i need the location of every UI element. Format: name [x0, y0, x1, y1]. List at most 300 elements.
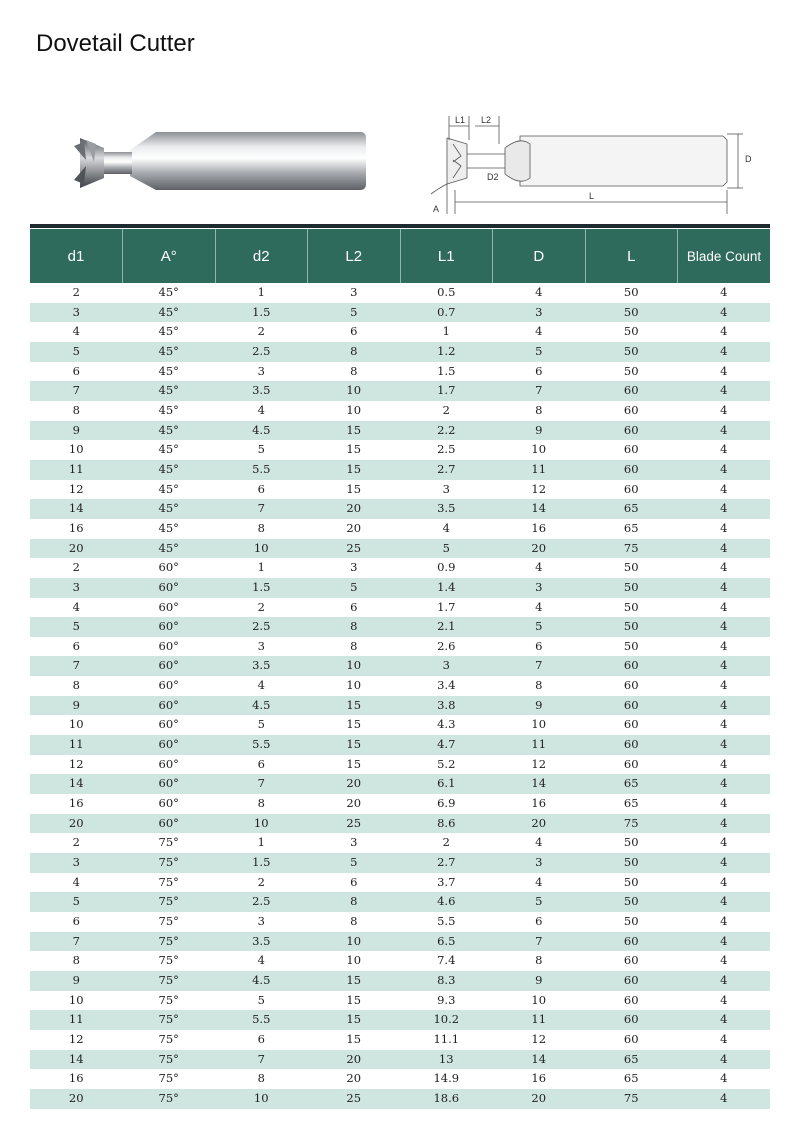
cell-d1: 4: [30, 873, 123, 893]
cell-l: 60: [585, 676, 678, 696]
table-row: [30, 735, 770, 755]
cell-l2: 15: [308, 421, 401, 441]
cell-l: 60: [585, 715, 678, 735]
cell-l2: 8: [308, 637, 401, 657]
cell-blade-count: 4: [678, 1010, 771, 1030]
cell-d1: 14: [30, 774, 123, 794]
cell-l: 65: [585, 519, 678, 539]
cell-blade-count: 4: [678, 637, 771, 657]
cell-l: 50: [585, 558, 678, 578]
cell-d2: 7: [215, 1050, 308, 1070]
cell-blade-count: 4: [678, 715, 771, 735]
cell-angle: 75°: [123, 892, 216, 912]
table-row: [30, 322, 770, 342]
cell-l2: 15: [308, 1010, 401, 1030]
cell-angle: 60°: [123, 598, 216, 618]
cell-d2: 1.5: [215, 303, 308, 323]
cell-l: 60: [585, 401, 678, 421]
cell-d: 20: [493, 539, 586, 559]
cell-l2: 10: [308, 951, 401, 971]
cell-l2: 6: [308, 873, 401, 893]
cell-angle: 45°: [123, 440, 216, 460]
cell-d1: 10: [30, 440, 123, 460]
cell-d2: 8: [215, 794, 308, 814]
table-row: [30, 303, 770, 323]
cell-l: 60: [585, 1030, 678, 1050]
cell-d: 10: [493, 715, 586, 735]
cell-d1: 3: [30, 853, 123, 873]
cell-l1: 2.5: [400, 440, 493, 460]
table-row: [30, 460, 770, 480]
cell-l2: 8: [308, 617, 401, 637]
cell-l: 65: [585, 774, 678, 794]
table-row: [30, 676, 770, 696]
cell-blade-count: 4: [678, 421, 771, 441]
cell-l2: 10: [308, 656, 401, 676]
cell-l: 60: [585, 735, 678, 755]
cell-l2: 3: [308, 833, 401, 853]
cell-angle: 45°: [123, 401, 216, 421]
cell-d: 5: [493, 342, 586, 362]
table-row: [30, 971, 770, 991]
cell-l: 50: [585, 892, 678, 912]
table-row: [30, 755, 770, 775]
cell-l: 60: [585, 1010, 678, 1030]
cell-l: 75: [585, 539, 678, 559]
cell-l1: 2.1: [400, 617, 493, 637]
cell-d: 20: [493, 814, 586, 834]
cell-l: 60: [585, 656, 678, 676]
table-row: [30, 656, 770, 676]
cell-l: 60: [585, 480, 678, 500]
cell-l2: 20: [308, 1069, 401, 1089]
cell-d: 7: [493, 381, 586, 401]
cell-l: 50: [585, 303, 678, 323]
header-rule: [30, 224, 770, 228]
cell-l1: 1.7: [400, 598, 493, 618]
cell-d: 12: [493, 480, 586, 500]
cell-d: 8: [493, 401, 586, 421]
table-row: [30, 480, 770, 500]
cell-d2: 4.5: [215, 421, 308, 441]
cell-d2: 6: [215, 480, 308, 500]
spec-table: [30, 229, 770, 1109]
table-row: [30, 991, 770, 1011]
cell-d: 4: [493, 598, 586, 618]
table-row: [30, 440, 770, 460]
cell-angle: 45°: [123, 322, 216, 342]
cell-l: 60: [585, 381, 678, 401]
cell-d1: 12: [30, 755, 123, 775]
cell-l2: 15: [308, 696, 401, 716]
dim-label-l1: L1: [455, 115, 466, 125]
cell-l: 65: [585, 794, 678, 814]
cell-l2: 20: [308, 774, 401, 794]
cell-l: 75: [585, 814, 678, 834]
cell-l: 60: [585, 755, 678, 775]
cell-d2: 10: [215, 539, 308, 559]
cell-l1: 1.5: [400, 362, 493, 382]
table-row: [30, 932, 770, 952]
cell-d2: 1: [215, 283, 308, 303]
cell-d1: 8: [30, 951, 123, 971]
cell-d1: 4: [30, 598, 123, 618]
cell-d: 16: [493, 794, 586, 814]
cell-blade-count: 4: [678, 322, 771, 342]
cell-d1: 10: [30, 715, 123, 735]
cell-angle: 75°: [123, 1050, 216, 1070]
cell-d1: 6: [30, 362, 123, 382]
cell-blade-count: 4: [678, 774, 771, 794]
cell-angle: 75°: [123, 853, 216, 873]
col-header-d1: d1: [30, 229, 123, 283]
table-row: [30, 381, 770, 401]
cell-l: 60: [585, 460, 678, 480]
col-header-l: L: [585, 229, 678, 283]
cell-d2: 6: [215, 755, 308, 775]
cell-angle: 45°: [123, 381, 216, 401]
cell-d: 9: [493, 971, 586, 991]
cell-blade-count: 4: [678, 1069, 771, 1089]
cutter-photo: [70, 118, 370, 208]
cutter-dimension-drawing: [425, 110, 760, 222]
cell-angle: 45°: [123, 460, 216, 480]
cell-angle: 45°: [123, 303, 216, 323]
cell-l: 50: [585, 362, 678, 382]
table-row: [30, 637, 770, 657]
cell-blade-count: 4: [678, 558, 771, 578]
cell-l1: 1.4: [400, 578, 493, 598]
cell-l1: 3.7: [400, 873, 493, 893]
cell-d: 11: [493, 735, 586, 755]
cell-d1: 4: [30, 322, 123, 342]
cell-d: 4: [493, 322, 586, 342]
cell-d: 14: [493, 1050, 586, 1070]
cell-l: 60: [585, 421, 678, 441]
cell-l: 60: [585, 696, 678, 716]
cell-d1: 5: [30, 617, 123, 637]
cell-blade-count: 4: [678, 578, 771, 598]
cell-d2: 5: [215, 440, 308, 460]
table-row: [30, 617, 770, 637]
cell-l2: 10: [308, 676, 401, 696]
cell-d2: 10: [215, 1089, 308, 1109]
spec-table-body: [30, 283, 770, 1109]
cell-d: 8: [493, 951, 586, 971]
cell-blade-count: 4: [678, 1030, 771, 1050]
cell-d1: 9: [30, 696, 123, 716]
cell-l1: 18.6: [400, 1089, 493, 1109]
table-row: [30, 853, 770, 873]
cell-blade-count: 4: [678, 971, 771, 991]
cell-d2: 1: [215, 833, 308, 853]
cell-l1: 1.2: [400, 342, 493, 362]
cell-blade-count: 4: [678, 401, 771, 421]
cell-d2: 2: [215, 873, 308, 893]
cell-d: 6: [493, 637, 586, 657]
cell-blade-count: 4: [678, 283, 771, 303]
cell-l1: 4.6: [400, 892, 493, 912]
cell-d1: 6: [30, 912, 123, 932]
cell-blade-count: 4: [678, 991, 771, 1011]
cell-l: 50: [585, 853, 678, 873]
cell-d2: 3: [215, 637, 308, 657]
cell-d: 14: [493, 499, 586, 519]
cell-l1: 5.5: [400, 912, 493, 932]
cell-angle: 45°: [123, 421, 216, 441]
cell-l2: 10: [308, 381, 401, 401]
cell-d1: 16: [30, 519, 123, 539]
cell-l1: 2: [400, 401, 493, 421]
cell-l2: 15: [308, 1030, 401, 1050]
cell-l2: 15: [308, 460, 401, 480]
cell-blade-count: 4: [678, 873, 771, 893]
cell-d1: 5: [30, 892, 123, 912]
cell-l2: 6: [308, 322, 401, 342]
cell-angle: 60°: [123, 794, 216, 814]
table-row: [30, 1010, 770, 1030]
cell-d2: 1: [215, 558, 308, 578]
cell-l1: 3: [400, 656, 493, 676]
cell-d: 7: [493, 932, 586, 952]
cell-d1: 2: [30, 558, 123, 578]
cell-d: 14: [493, 774, 586, 794]
spec-table-header: [30, 229, 770, 283]
cell-d1: 8: [30, 401, 123, 421]
cell-d1: 7: [30, 932, 123, 952]
cell-angle: 60°: [123, 617, 216, 637]
table-row: [30, 421, 770, 441]
cell-l: 65: [585, 1050, 678, 1070]
cell-d2: 6: [215, 1030, 308, 1050]
cell-angle: 75°: [123, 1069, 216, 1089]
cell-angle: 75°: [123, 951, 216, 971]
cell-angle: 45°: [123, 362, 216, 382]
cell-blade-count: 4: [678, 460, 771, 480]
table-row: [30, 362, 770, 382]
cell-d: 9: [493, 421, 586, 441]
table-row: [30, 401, 770, 421]
cell-blade-count: 4: [678, 381, 771, 401]
cell-d2: 2: [215, 322, 308, 342]
cell-d2: 7: [215, 499, 308, 519]
cell-angle: 60°: [123, 814, 216, 834]
table-row: [30, 814, 770, 834]
cell-d2: 8: [215, 519, 308, 539]
cell-d: 8: [493, 676, 586, 696]
table-row: [30, 578, 770, 598]
cell-d: 11: [493, 1010, 586, 1030]
cell-d: 12: [493, 1030, 586, 1050]
table-row: [30, 1050, 770, 1070]
cell-l: 50: [585, 578, 678, 598]
cell-l2: 3: [308, 558, 401, 578]
cell-d2: 5: [215, 715, 308, 735]
cell-angle: 75°: [123, 912, 216, 932]
cell-angle: 75°: [123, 1030, 216, 1050]
cell-d: 20: [493, 1089, 586, 1109]
cell-l2: 25: [308, 539, 401, 559]
cell-d: 4: [493, 833, 586, 853]
cell-l1: 1: [400, 322, 493, 342]
cell-blade-count: 4: [678, 794, 771, 814]
cell-d1: 20: [30, 814, 123, 834]
cell-l1: 4: [400, 519, 493, 539]
cell-d1: 20: [30, 1089, 123, 1109]
cell-l: 60: [585, 932, 678, 952]
dim-label-d: D: [745, 154, 752, 164]
cell-l1: 2: [400, 833, 493, 853]
col-header-l1: L1: [400, 229, 493, 283]
cell-blade-count: 4: [678, 303, 771, 323]
cell-angle: 60°: [123, 578, 216, 598]
table-row: [30, 1030, 770, 1050]
cell-blade-count: 4: [678, 480, 771, 500]
cell-l2: 20: [308, 519, 401, 539]
cell-d2: 8: [215, 1069, 308, 1089]
cell-d1: 12: [30, 480, 123, 500]
cell-d: 3: [493, 853, 586, 873]
cell-l: 50: [585, 912, 678, 932]
cell-l2: 15: [308, 755, 401, 775]
table-row: [30, 342, 770, 362]
cell-blade-count: 4: [678, 932, 771, 952]
cell-l1: 8.6: [400, 814, 493, 834]
cell-d1: 8: [30, 676, 123, 696]
cell-d1: 10: [30, 991, 123, 1011]
cell-l1: 4.3: [400, 715, 493, 735]
table-row: [30, 794, 770, 814]
cell-d1: 9: [30, 421, 123, 441]
cell-blade-count: 4: [678, 1050, 771, 1070]
cell-l2: 15: [308, 715, 401, 735]
cell-d: 3: [493, 578, 586, 598]
cell-blade-count: 4: [678, 519, 771, 539]
cell-d1: 12: [30, 1030, 123, 1050]
cell-l1: 2.7: [400, 460, 493, 480]
cell-l1: 3.8: [400, 696, 493, 716]
table-row: [30, 1069, 770, 1089]
cell-d2: 5: [215, 991, 308, 1011]
cell-l2: 15: [308, 480, 401, 500]
cell-l1: 2.7: [400, 853, 493, 873]
cell-l: 65: [585, 499, 678, 519]
cell-d1: 11: [30, 735, 123, 755]
cell-d: 10: [493, 440, 586, 460]
cell-d: 4: [493, 873, 586, 893]
cell-l2: 8: [308, 912, 401, 932]
cell-angle: 45°: [123, 283, 216, 303]
cell-angle: 60°: [123, 676, 216, 696]
cell-l1: 6.5: [400, 932, 493, 952]
cell-l: 50: [585, 873, 678, 893]
page-title: Dovetail Cutter: [36, 30, 195, 57]
cell-l2: 5: [308, 578, 401, 598]
cell-d: 6: [493, 362, 586, 382]
cell-l1: 13: [400, 1050, 493, 1070]
cell-blade-count: 4: [678, 617, 771, 637]
cell-l1: 2.6: [400, 637, 493, 657]
cell-angle: 60°: [123, 755, 216, 775]
cell-l1: 4.7: [400, 735, 493, 755]
cell-d1: 7: [30, 656, 123, 676]
cell-d2: 2.5: [215, 342, 308, 362]
table-row: [30, 715, 770, 735]
cell-d2: 5.5: [215, 1010, 308, 1030]
cell-d: 10: [493, 991, 586, 1011]
dim-label-l: L: [589, 191, 595, 201]
table-row: [30, 833, 770, 853]
cell-l: 60: [585, 440, 678, 460]
cell-angle: 45°: [123, 480, 216, 500]
cell-l: 50: [585, 833, 678, 853]
table-row: [30, 539, 770, 559]
cell-l2: 8: [308, 342, 401, 362]
table-row: [30, 1089, 770, 1109]
cell-d1: 3: [30, 578, 123, 598]
cell-angle: 75°: [123, 971, 216, 991]
cell-d2: 3: [215, 912, 308, 932]
cell-d1: 14: [30, 499, 123, 519]
cell-l1: 3.5: [400, 499, 493, 519]
cell-d: 16: [493, 1069, 586, 1089]
col-header-d2: d2: [215, 229, 308, 283]
cell-l1: 6.1: [400, 774, 493, 794]
table-row: [30, 283, 770, 303]
cell-d1: 5: [30, 342, 123, 362]
cell-d1: 7: [30, 381, 123, 401]
cell-blade-count: 4: [678, 696, 771, 716]
cell-d: 3: [493, 303, 586, 323]
cell-d1: 2: [30, 833, 123, 853]
cell-blade-count: 4: [678, 676, 771, 696]
col-header-blade-count: Blade Count: [678, 229, 771, 283]
cell-d2: 1.5: [215, 853, 308, 873]
table-row: [30, 598, 770, 618]
cell-d1: 16: [30, 1069, 123, 1089]
cell-l1: 0.9: [400, 558, 493, 578]
cell-l2: 8: [308, 892, 401, 912]
cell-d2: 4: [215, 401, 308, 421]
cell-l2: 25: [308, 1089, 401, 1109]
cell-l2: 3: [308, 283, 401, 303]
cell-l1: 10.2: [400, 1010, 493, 1030]
cell-d2: 4.5: [215, 696, 308, 716]
cell-l1: 1.7: [400, 381, 493, 401]
col-header-d: D: [493, 229, 586, 283]
cell-l: 50: [585, 637, 678, 657]
cell-angle: 75°: [123, 991, 216, 1011]
cell-d2: 4: [215, 676, 308, 696]
cell-d: 5: [493, 892, 586, 912]
cell-d1: 20: [30, 539, 123, 559]
cell-angle: 60°: [123, 656, 216, 676]
dim-label-a: A: [433, 204, 440, 214]
table-row: [30, 774, 770, 794]
cell-angle: 75°: [123, 873, 216, 893]
cell-l2: 25: [308, 814, 401, 834]
cell-l1: 6.9: [400, 794, 493, 814]
cell-d: 4: [493, 283, 586, 303]
cell-d1: 6: [30, 637, 123, 657]
table-row: [30, 499, 770, 519]
cell-angle: 75°: [123, 932, 216, 952]
cell-d: 12: [493, 755, 586, 775]
cell-d2: 4: [215, 951, 308, 971]
cell-blade-count: 4: [678, 814, 771, 834]
cell-blade-count: 4: [678, 755, 771, 775]
cell-d1: 11: [30, 460, 123, 480]
